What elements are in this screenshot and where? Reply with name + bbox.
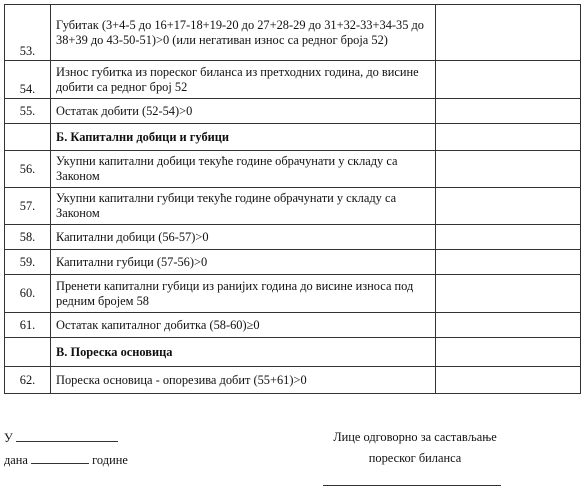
amount-cell[interactable] bbox=[436, 151, 581, 188]
table-row bbox=[5, 275, 581, 313]
row-number: 55. bbox=[5, 99, 51, 124]
responsible-person-block bbox=[310, 430, 520, 466]
table-row bbox=[5, 250, 581, 275]
amount-cell[interactable] bbox=[436, 250, 581, 275]
responsible-label-line1: Лице одговорно за састављање bbox=[333, 430, 497, 444]
amount-cell[interactable] bbox=[436, 225, 581, 250]
row-description: Остатак капиталног добитка (58-60)≥0 bbox=[51, 313, 436, 338]
date-field[interactable] bbox=[31, 452, 89, 464]
place-prefix: У bbox=[4, 431, 13, 445]
date-line bbox=[4, 452, 128, 468]
place-date-block bbox=[4, 430, 128, 468]
amount-cell[interactable] bbox=[436, 5, 581, 61]
row-description: Капитални добици (56-57)>0 bbox=[51, 225, 436, 250]
row-number: 53. bbox=[5, 5, 51, 61]
row-description: Губитак (3+4-5 до 16+17-18+19-20 до 27+28-29 до 31+32-33+34-35 до 38+39 до 43-50-51)>0 (или негативан износ са редног броја 52) bbox=[51, 5, 436, 61]
amount-cell[interactable] bbox=[436, 313, 581, 338]
table-row bbox=[5, 61, 581, 99]
section-title: Б. Капитални добици и губици bbox=[51, 124, 436, 151]
row-description: Пореска основица - опорезива добит (55+61)>0 bbox=[51, 367, 436, 394]
responsible-label-line2: пореског биланса bbox=[368, 451, 462, 465]
amount-cell bbox=[436, 124, 581, 151]
section-header-row bbox=[5, 338, 581, 367]
date-prefix: дана bbox=[4, 453, 28, 467]
row-number: 58. bbox=[5, 225, 51, 250]
table-row bbox=[5, 5, 581, 61]
amount-cell[interactable] bbox=[436, 367, 581, 394]
row-number: 57. bbox=[5, 188, 51, 225]
signature-line[interactable] bbox=[323, 485, 501, 486]
row-description: Укупни капитални добици текуће године обрачунати у складу са Законом bbox=[51, 151, 436, 188]
row-number: 60. bbox=[5, 275, 51, 313]
section-title: В. Пореска основица bbox=[51, 338, 436, 367]
amount-cell[interactable] bbox=[436, 61, 581, 99]
table-row bbox=[5, 99, 581, 124]
row-number: 59. bbox=[5, 250, 51, 275]
amount-cell[interactable] bbox=[436, 188, 581, 225]
table-row bbox=[5, 225, 581, 250]
row-number bbox=[5, 338, 51, 367]
place-line bbox=[4, 430, 128, 446]
row-description: Укупни капитални губици текуће године обрачунати у складу са Законом bbox=[51, 188, 436, 225]
date-suffix: године bbox=[92, 453, 128, 467]
row-description: Износ губитка из пореског биланса из претходних година, до висине добити са редног број 52 bbox=[51, 61, 436, 99]
tax-balance-table bbox=[4, 4, 581, 394]
row-number: 56. bbox=[5, 151, 51, 188]
table-row bbox=[5, 313, 581, 338]
row-description: Пренети капитални губици из ранијих година до висине износа под редним бројем 58 bbox=[51, 275, 436, 313]
amount-cell[interactable] bbox=[436, 99, 581, 124]
amount-cell bbox=[436, 338, 581, 367]
table-row bbox=[5, 367, 581, 394]
row-number bbox=[5, 124, 51, 151]
row-number: 62. bbox=[5, 367, 51, 394]
row-description: Капитални губици (57-56)>0 bbox=[51, 250, 436, 275]
amount-cell[interactable] bbox=[436, 275, 581, 313]
place-field[interactable] bbox=[16, 430, 118, 442]
table-row bbox=[5, 188, 581, 225]
row-description: Остатак добити (52-54)>0 bbox=[51, 99, 436, 124]
section-header-row bbox=[5, 124, 581, 151]
row-number: 54. bbox=[5, 61, 51, 99]
row-number: 61. bbox=[5, 313, 51, 338]
table-row bbox=[5, 151, 581, 188]
